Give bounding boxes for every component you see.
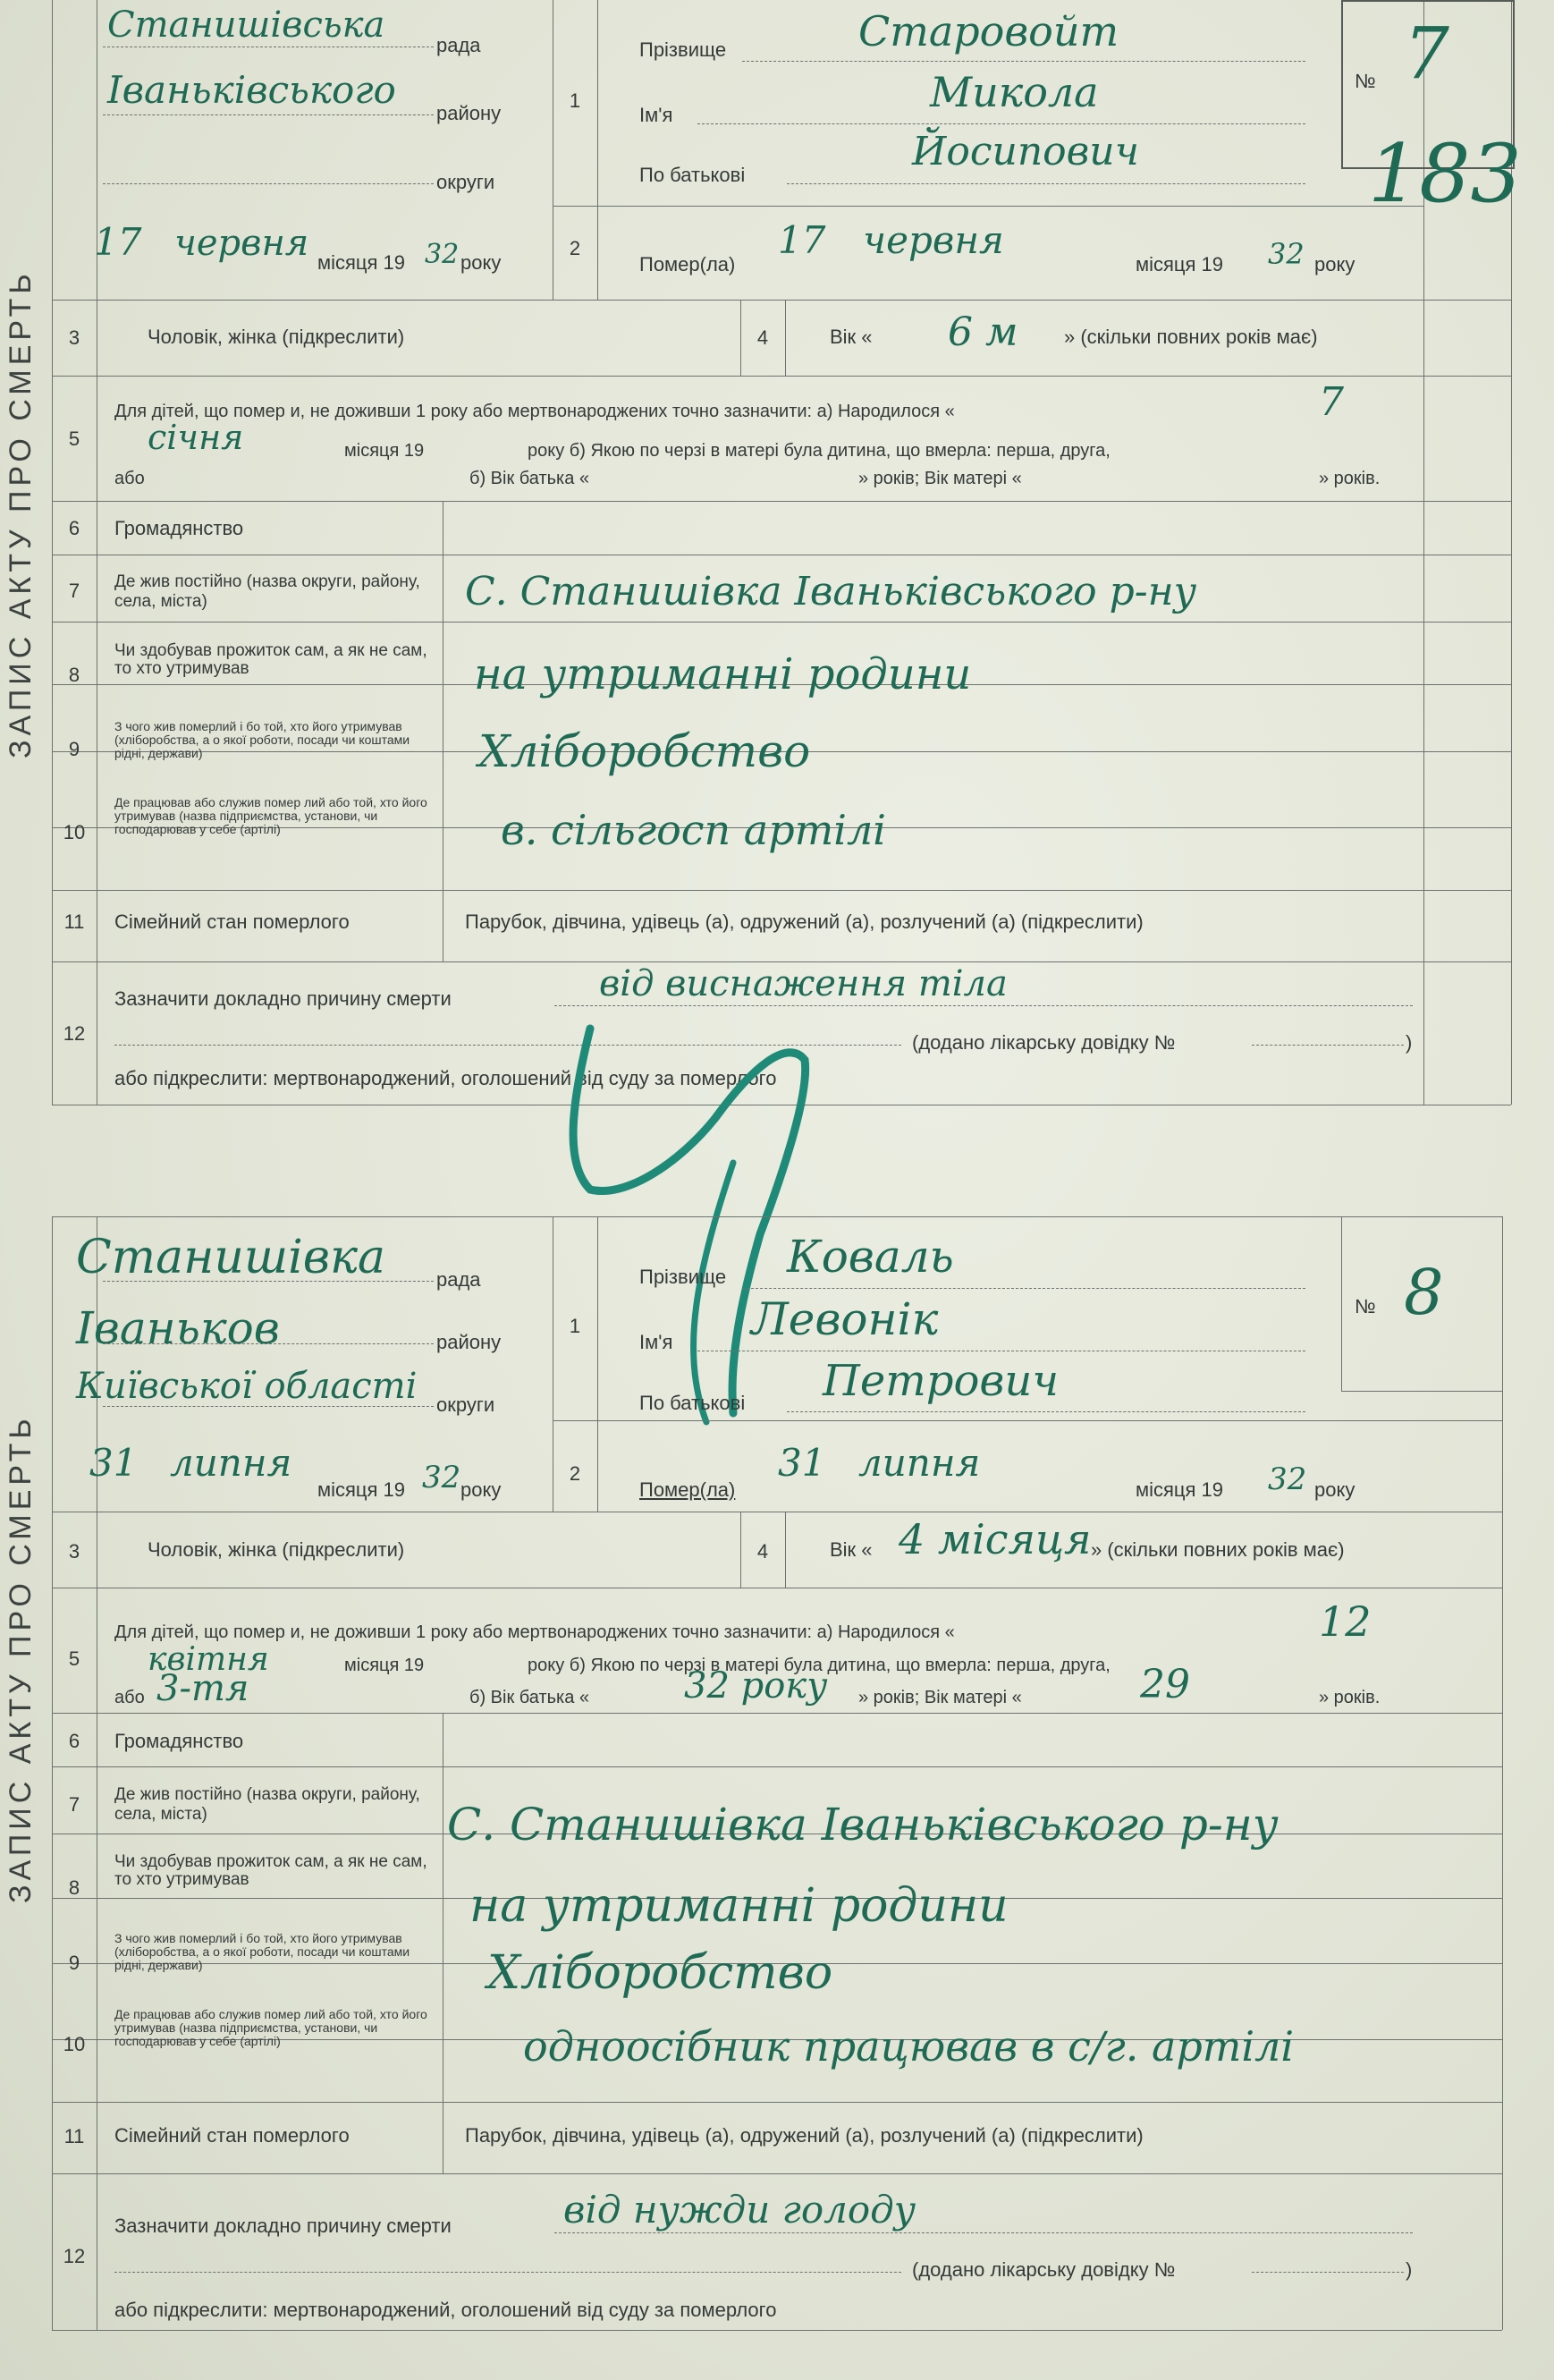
label-death: Помер(ла) (639, 253, 736, 275)
label-age-open: Вік « (830, 1538, 873, 1561)
label-name: Ім'я (639, 104, 673, 126)
hw-born: 12 (1319, 1597, 1372, 1646)
hw-work: в. сільгосп артілі (501, 806, 886, 854)
hw-death-day: 31 (778, 1441, 826, 1485)
label-children-3b: б) Вік батька « (469, 1688, 590, 1707)
hw-okrug: Київської області (76, 1366, 418, 1407)
hw-name: Микола (930, 68, 1099, 116)
hw-cause: від нужди голоду (563, 2188, 916, 2232)
label-age-open: Вік « (830, 326, 873, 348)
label-okrugy: округи (436, 171, 495, 193)
label-patronymic: По батькові (639, 1392, 746, 1414)
hw-death-month: червня (863, 218, 1004, 262)
label-children-2b: року б) Якою по черзі в матері була дитина, що вмерла: перша, друга, (528, 441, 1111, 461)
label-children-3a: або (114, 469, 145, 488)
label-rada: рада (436, 1268, 481, 1291)
label-marital-options: Парубок, дівчина, удівець (а), одружений (а), розлучений (а) (підкреслити) (465, 910, 1144, 933)
hw-mother-age: 29 (1140, 1662, 1190, 1707)
death-record-act-7: ЗАПИС АКТУ ПРО СМЕРТЬ Станишівська рада Іваньківського району округи 1 Прізвище Старовойт Ім'я Микола По батькові Йосипович № 7 183 17 червня місяця 19 32 року 2 Помер(ла) 17 червня місяця 19 32 року 3 Чоловік, жінка (підкреслити) 4 Вік « 6 м » (скільки повних років має) 5 Для дітей, що помер и, не доживши 1 року або мертвонароджених точно зазначити: а) Народилося « 7 січня місяця 19 року б) Якою по черзі в матері була дитина, що вмерла: перша, друга, або б) Вік батька « » років; Вік матері « » років. 6 Громадянство 7 Де жив постійно (назва округи, району, села, міста) С. Станишівка Іваньківського р-ну 8 Чи здобував прожиток сам, а як не сам, то хто утримував на утриманні родини 9 З чого жив померлий і бо той, хто його утримував (хліборобства, а о якої роботи, посади чи коштами рідні, держави) Хліборобство 10 Де працював або служив помер лий або той, хто його утримував (назва підприємства, установи, чи господарював у себе (артілі) в. сільгосп артілі 11 Сімейний стан померлого Парубок, дівчина, удівець (а), одружений (а), розлучений (а) (підкреслити) 12 Зазначити докладно причину смерти від виснаження тіла (додано лікарську довідку № ) або підкреслити: мертвонароджений, оголошений від суду за померлого (0, 0, 1554, 1118)
label-rayonu: району (436, 1331, 502, 1353)
label-certificate: (додано лікарську довідку № (912, 1031, 1176, 1054)
hw-month: червня (174, 223, 309, 264)
label-support: Чи здобував прожиток сам, а як не сам, то хто утримував (114, 641, 427, 678)
label-children-2: місяця 19 (344, 441, 425, 461)
hw-cause: від виснаження тіла (599, 963, 1008, 1004)
label-children-3c: » років; Вік матері « (858, 469, 1022, 488)
label-death: Помер(ла) (639, 1478, 736, 1501)
label-sex: Чоловік, жінка (підкреслити) (148, 1538, 405, 1561)
label-age-close: » (скільки повних років має) (1091, 1538, 1345, 1561)
side-title: ЗАПИС АКТУ ПРО СМЕРТЬ (4, 269, 38, 759)
label-marital: Сімейний стан померлого (114, 910, 350, 933)
label-name: Ім'я (639, 1331, 673, 1353)
hw-age: 4 місяця (899, 1515, 1092, 1563)
hw-day: 31 (89, 1441, 138, 1485)
hw-rada: Станишівська (107, 4, 385, 46)
label-rada: рада (436, 34, 481, 56)
label-death-year: року (1314, 1478, 1356, 1501)
hw-year: 32 (425, 239, 460, 270)
label-age-close: » (скільки повних років має) (1064, 326, 1318, 348)
hw-death-year: 32 (1268, 1461, 1307, 1497)
label-citizenship: Громадянство (114, 1730, 244, 1752)
side-title: ЗАПИС АКТУ ПРО СМЕРТЬ (4, 1414, 38, 1904)
label-month: місяця 19 (317, 251, 406, 274)
label-children-3c: » років; Вік матері « (858, 1688, 1022, 1707)
label-children-3d: » років. (1319, 469, 1381, 488)
hw-death-year: 32 (1268, 237, 1305, 271)
label-death-month: місяця 19 (1136, 253, 1224, 275)
hw-occupation: Хліборобство (487, 1946, 833, 2000)
label-year: року (460, 1478, 502, 1501)
hw-year: 32 (422, 1460, 461, 1495)
label-children-2: місяця 19 (344, 1656, 425, 1675)
hw-death-month: липня (858, 1441, 981, 1485)
label-children-3a: або (114, 1688, 145, 1707)
hw-death-day: 17 (778, 218, 826, 262)
hw-rayon: Іваньківського (107, 68, 396, 112)
label-okrugy: округи (436, 1393, 495, 1416)
label-children-1: Для дітей, що помер и, не доживши 1 року або мертвонароджених точно зазначити: а) Народилося « (114, 1622, 955, 1642)
label-residence: Де жив постійно (назва округи, району, села, міста) (114, 1785, 420, 1824)
hw-rayon: Іваньков (76, 1302, 280, 1354)
hw-rada: Станишівка (76, 1231, 386, 1284)
label-work: Де працював або служив помер лий або той, хто його утримував (назва підприємства, установи, чи господарював у себе (артілі) (114, 2007, 427, 2048)
hw-born: 7 (1319, 379, 1344, 425)
hw-day: 17 (94, 220, 142, 264)
label-certificate: (додано лікарську довідку № (912, 2258, 1176, 2281)
hw-support: на утриманні родини (474, 649, 972, 699)
hw-father-age: 32 року (684, 1665, 828, 1707)
label-cause: Зазначити докладно причину смерти (114, 2215, 452, 2237)
hw-patronymic: Петрович (823, 1356, 1060, 1406)
label-marital-options: Парубок, дівчина, удівець (а), одружений (а), розлучений (а) (підкреслити) (465, 2124, 1144, 2147)
hw-number-2: 183 (1368, 127, 1522, 221)
label-support: Чи здобував прожиток сам, а як не сам, то хто утримував (114, 1852, 427, 1889)
hw-name: Левонік (751, 1293, 939, 1345)
label-year: року (460, 251, 502, 274)
label-death-month: місяця 19 (1136, 1478, 1224, 1501)
hw-number: 7 (1404, 12, 1449, 95)
hw-order: 3-тя (156, 1668, 249, 1709)
hw-born-month: квітня (148, 1641, 269, 1678)
label-occupation: З чого жив померлий і бо той, хто його утримував (хліборобства, а о якої роботи, посади чи коштами рідні, держави) (114, 1931, 410, 1972)
hw-patronymic: Йосипович (912, 129, 1139, 174)
label-surname: Прізвище (639, 38, 727, 61)
hw-residence: С. Станишівка Іваньківського р-ну (447, 1799, 1279, 1851)
hw-month: липня (170, 1441, 292, 1485)
label-citizenship: Громадянство (114, 517, 244, 539)
label-no: № (1355, 1295, 1376, 1317)
label-no: № (1355, 70, 1376, 92)
hw-residence: С. Станишівка Іваньківського р-ну (465, 569, 1197, 614)
label-month: місяця 19 (317, 1478, 406, 1501)
label-residence: Де жив постійно (назва округи, району, села, міста) (114, 572, 420, 611)
label-patronymic: По батькові (639, 164, 746, 186)
hw-born-month: січня (148, 418, 244, 457)
hw-number: 8 (1404, 1256, 1444, 1329)
label-children-3b: б) Вік батька « (469, 469, 590, 488)
label-children-2b: року б) Якою по черзі в матері була дитина, що вмерла: перша, друга, (528, 1656, 1111, 1675)
label-occupation: З чого жив померлий і бо той, хто його утримував (хліборобства, а о якої роботи, посади чи коштами рідні, держави) (114, 719, 410, 760)
label-children-3d: » років. (1319, 1688, 1381, 1707)
death-record-act-8: ЗАПИС АКТУ ПРО СМЕРТЬ Станишівка рада Іваньков району Київської області округи 1 Прізвище Коваль Ім'я Левонік По батькові Петрович № 8 31 липня місяця 19 32 року 2 Помер(ла) 31 липня місяця 19 32 року 3 Чоловік, жінка (підкреслити) 4 Вік « 4 місяця » (скільки повних років має) 5 Для дітей, що помер и, не доживши 1 року або мертвонароджених точно зазначити: а) Народилося « 12 квітня місяця 19 року б) Якою по черзі в матері була дитина, що вмерла: перша, друга, або 3-тя б) Вік батька « 32 року » років; Вік матері « 29 » років. 6 Громадянство 7 Де жив постійно (назва округи, району, села, міста) С. Станишівка Іваньківського р-ну 8 Чи здобував прожиток сам, а як не сам, то хто утримував на утриманні родини 9 З чого жив померлий і бо той, хто його утримував (хліборобства, а о якої роботи, посади чи коштами рідні, держави) Хліборобство 10 Де працював або служив помер лий або той, хто його утримував (назва підприємства, установи, чи господарював у себе (артілі) одноосібник працював в с/г. артілі 11 Сімейний стан померлого Парубок, дівчина, удівець (а), одружений (а), розлучений (а) (підкреслити) 12 Зазначити докладно причину смерти від нужди голоду (додано лікарську довідку № ) або підкреслити: мертвонароджений, оголошений від суду за померлого (0, 1216, 1554, 2380)
hw-support: на утриманні родини (469, 1879, 1009, 1933)
label-stillborn: або підкреслити: мертвонароджений, оголошений від суду за померлого (114, 1067, 777, 1089)
label-work: Де працював або служив помер лий або той, хто його утримував (назва підприємства, установи, чи господарював у себе (артілі) (114, 795, 427, 836)
label-rayonu: району (436, 102, 502, 124)
hw-occupation: Хліборобство (478, 725, 811, 777)
label-sex: Чоловік, жінка (підкреслити) (148, 326, 405, 348)
label-cause: Зазначити докладно причину смерти (114, 987, 452, 1010)
hw-age: 6 м (948, 309, 1018, 355)
hw-surname: Коваль (787, 1231, 954, 1283)
hw-work: одноосібник працював в с/г. артілі (523, 2022, 1295, 2071)
label-children-1: Для дітей, що помер и, не доживши 1 року або мертвонароджених точно зазначити: а) Народилося « (114, 402, 955, 421)
label-death-year: року (1314, 253, 1356, 275)
label-stillborn: або підкреслити: мертвонароджений, оголошений від суду за померлого (114, 2299, 777, 2321)
hw-surname: Старовойт (858, 7, 1119, 55)
label-surname: Прізвище (639, 1266, 727, 1288)
label-marital: Сімейний стан померлого (114, 2124, 350, 2147)
